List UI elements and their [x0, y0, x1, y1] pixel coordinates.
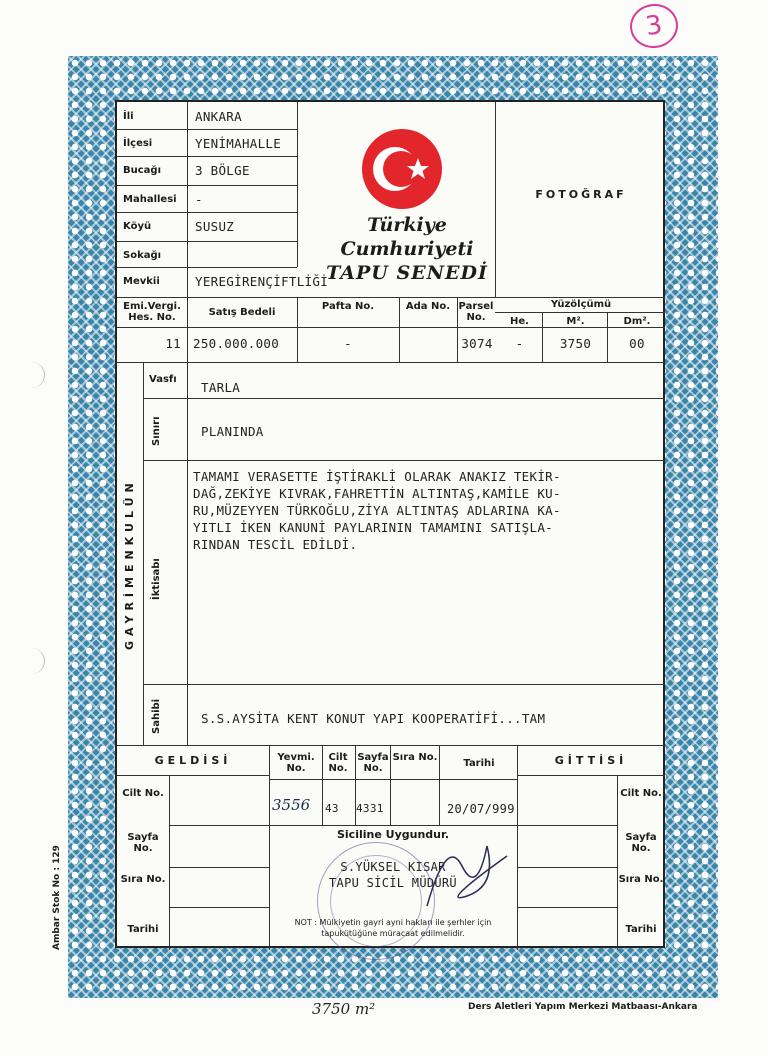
- value-satis: 250.000.000: [193, 336, 280, 351]
- location-label: Mevkii: [123, 276, 160, 287]
- printer-credit: Ders Aletleri Yapım Merkezi Matbaası-Ankara: [468, 1002, 698, 1012]
- signature-mark: [417, 826, 517, 926]
- location-label: Köyü: [123, 221, 152, 232]
- yevmi-header: Yevmi. No.: [277, 752, 315, 774]
- signer-name: S.YÜKSEL KISAR: [340, 860, 446, 874]
- right-row-cilt: Cilt No.: [620, 788, 662, 799]
- sahibi-value: S.S.AYSİTA KENT KONUT YAPI KOOPERATİFİ...TAM: [201, 711, 546, 726]
- location-value: YEREGİRENÇİFTLİĞİ: [195, 274, 329, 289]
- location-label: İli: [123, 111, 134, 122]
- sayfa-value: 4331: [356, 802, 384, 815]
- siniri-label: Sınırı: [151, 416, 162, 446]
- location-row-divider: [117, 212, 297, 213]
- value-pafta: -: [344, 336, 352, 351]
- location-value: ANKARA: [195, 109, 242, 124]
- location-value: YENİMAHALLE: [195, 136, 282, 151]
- signer-title: TAPU SİCİL MÜDÜRÜ: [329, 876, 457, 890]
- iktisabi-line: RINDAN TESCİL EDİLDİ.: [193, 537, 358, 552]
- cilt-value: 43: [325, 802, 339, 815]
- page-number-mark: 3: [627, 1, 681, 51]
- tarihi-header: Tarihi: [463, 758, 495, 769]
- value-parsel: 3074: [461, 336, 493, 351]
- iktisabi-text: [193, 468, 663, 553]
- location-label: İlçesi: [123, 138, 153, 149]
- location-row-divider: [117, 241, 297, 242]
- location-row-divider: [117, 156, 297, 157]
- left-row-sayfa: Sayfa No.: [127, 832, 159, 854]
- location-label: Sokağı: [123, 250, 162, 261]
- location-label: Mahallesi: [123, 194, 177, 205]
- location-value: -: [195, 192, 203, 207]
- header-pafta: Pafta No.: [321, 301, 375, 312]
- geldisi-label: GELDİSİ: [154, 754, 232, 767]
- left-row-sira: Sıra No.: [120, 874, 166, 885]
- turkish-flag-emblem: [361, 128, 443, 210]
- header-he: He.: [510, 316, 529, 327]
- location-row-divider: [117, 129, 297, 130]
- header-cumhuriyeti: Cumhuriyeti: [340, 238, 474, 260]
- header-m2: M².: [566, 316, 585, 327]
- yevmi-value: 3556: [272, 796, 311, 814]
- vasfi-label: Vasfı: [149, 374, 177, 385]
- header-yuzolcumu: Yüzölçümü: [550, 299, 612, 310]
- deed-form: [115, 100, 665, 948]
- location-row-divider: [117, 185, 297, 186]
- siniri-value: PLANINDA: [201, 424, 264, 439]
- left-row-tarihi: Tarihi: [127, 924, 159, 935]
- sayfa-header: Sayfa No.: [357, 752, 389, 774]
- iktisabi-line: DAĞ,ZEKİYE KIVRAK,FAHRETTİN ALTINTAŞ,KAMİLE KU-: [193, 486, 561, 501]
- cilt-header: Cilt No.: [328, 752, 348, 774]
- right-row-tarihi: Tarihi: [625, 924, 657, 935]
- location-label: Bucağı: [123, 165, 162, 176]
- header-tapu-senedi: TAPU SENEDİ: [326, 262, 488, 284]
- iktisabi-line: TAMAMI VERASETTE İŞTİRAKLİ OLARAK ANAKIZ TEKİR-: [193, 469, 561, 484]
- location-value: 3 BÖLGE: [195, 163, 250, 178]
- value-emlak: 11: [165, 336, 181, 351]
- not-line-2: tapukütüğüne müracaat edilmelidir.: [321, 929, 465, 938]
- not-line-1: NOT : Mülkiyetin gayri ayni hakları ile şerhler için: [294, 918, 492, 927]
- header-turkiye: Türkiye: [367, 214, 447, 236]
- sahibi-label: Sahibi: [151, 698, 162, 734]
- stock-number: Ambar Stok No : 129: [52, 845, 62, 950]
- header-dm2: Dm².: [623, 316, 651, 327]
- photo-label: FOTOĞRAF: [535, 188, 627, 201]
- iktisabi-line: YITLI İKEN KANUNİ PAYLARININ TAMAMINI SATIŞLA-: [193, 520, 553, 535]
- iktisabi-label: İktisabı: [151, 558, 162, 600]
- punch-hole-bottom: [18, 648, 45, 674]
- punch-hole-top: [18, 362, 45, 388]
- location-row-divider: [117, 267, 297, 268]
- header-ada: Ada No.: [405, 301, 451, 312]
- section-gayrimenkul-label: GAYRİMENKULÜN: [123, 478, 136, 650]
- value-he: -: [515, 336, 524, 351]
- sicil-note: Siciline Uygundur.: [336, 828, 450, 841]
- right-row-sira: Sıra No.: [618, 874, 664, 885]
- left-row-cilt: Cilt No.: [122, 788, 164, 799]
- value-dm2: 00: [629, 336, 645, 351]
- tarihi-value: 20/07/999: [447, 802, 515, 816]
- sira-header: Sıra No.: [392, 752, 438, 763]
- header-parsel: Parsel No.: [458, 301, 494, 323]
- header-satis: Satış Bedeli: [208, 307, 276, 318]
- value-m2: 3750: [559, 336, 592, 351]
- iktisabi-line: RU,MÜZEYYEN TÜRKOĞLU,ZİYA ALTINTAŞ ADLARINA KA-: [193, 503, 561, 518]
- gittisi-label: GİTTİSİ: [554, 754, 628, 767]
- vasfi-value: TARLA: [201, 380, 241, 395]
- location-value: SUSUZ: [195, 219, 235, 234]
- header-emlak: Emi.Vergi. Hes. No.: [123, 301, 181, 323]
- handwritten-area-note: 3750 m²: [312, 1000, 376, 1018]
- right-row-sayfa: Sayfa No.: [625, 832, 657, 854]
